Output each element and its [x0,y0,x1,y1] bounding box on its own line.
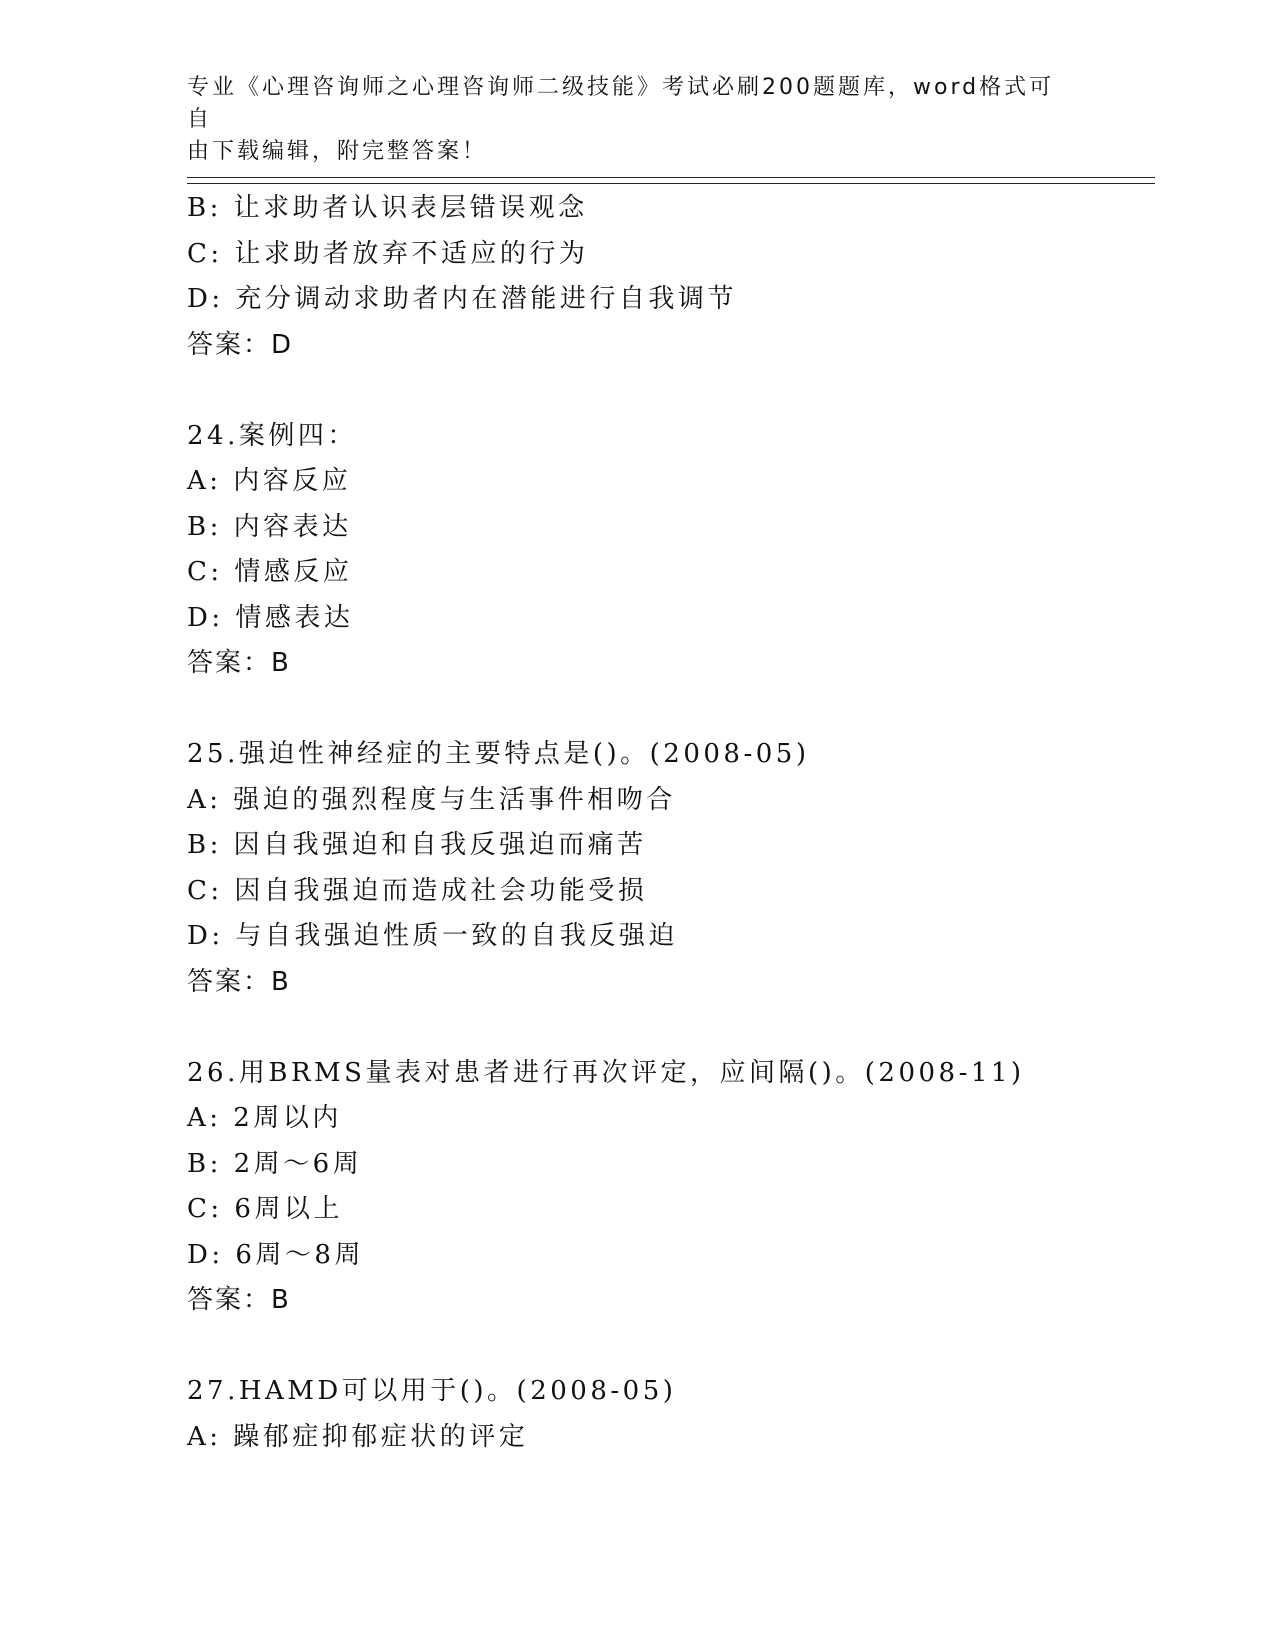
option-a: A: 强迫的强烈程度与生活事件相吻合 [187,784,676,815]
option-d: D: 充分调动求助者内在潜能进行自我调节 [187,284,737,314]
header-line-1: 专业《心理咨询师之心理咨询师二级技能》考试必刷200题题库，word格式可自 [187,75,1055,132]
question-stem: 27.HAMD可以用于()。(2008-05) [187,1376,677,1406]
question-stem: 25.强迫性神经症的主要特点是()。(2008-05) [187,739,810,769]
option-d: D: 6周～8周 [187,1239,364,1270]
header-line-2: 由下载编辑，附完整答案！ [187,139,488,164]
question-block-23 [187,186,1155,368]
answer-label: 答案：B [187,648,291,678]
spacer [187,687,1155,733]
question-block-25 [187,732,1155,1005]
option-c: C: 情感反应 [187,557,353,587]
option-d: D: 情感表达 [187,602,354,633]
question-block-24 [187,414,1155,687]
option-b: B: 让求助者认识表层错误观念 [187,193,588,223]
question-stem: 26.用BRMS量表对患者进行再次评定，应间隔()。(2008-11) [187,1057,1025,1088]
document-header [187,72,1067,168]
answer-label: 答案：B [187,1285,291,1315]
question-block-26 [187,1051,1155,1324]
header-divider-top [187,177,1155,178]
spacer [187,1324,1155,1370]
header-divider-bottom [187,183,1155,184]
question-list [187,186,1155,1460]
question-block-27 [187,1369,1155,1460]
answer-label: 答案：B [187,966,291,997]
answer-label: 答案：D [187,329,294,360]
option-b: B: 因自我强迫和自我反强迫而痛苦 [187,830,647,860]
option-a: A: 2周以内 [187,1103,342,1133]
option-a: A: 内容反应 [187,466,352,496]
option-d: D: 与自我强迫性质一致的自我反强迫 [187,921,678,951]
question-stem: 24.案例四： [187,420,357,451]
spacer [187,1005,1155,1051]
spacer [187,368,1155,414]
option-c: C: 让求助者放弃不适应的行为 [187,238,589,269]
option-a: A: 躁郁症抑郁症状的评定 [187,1421,529,1452]
option-c: C: 6周以上 [187,1194,343,1224]
option-b: B: 内容表达 [187,511,352,542]
option-c: C: 因自我强迫而造成社会功能受损 [187,875,648,906]
option-b: B: 2周～6周 [187,1148,363,1179]
